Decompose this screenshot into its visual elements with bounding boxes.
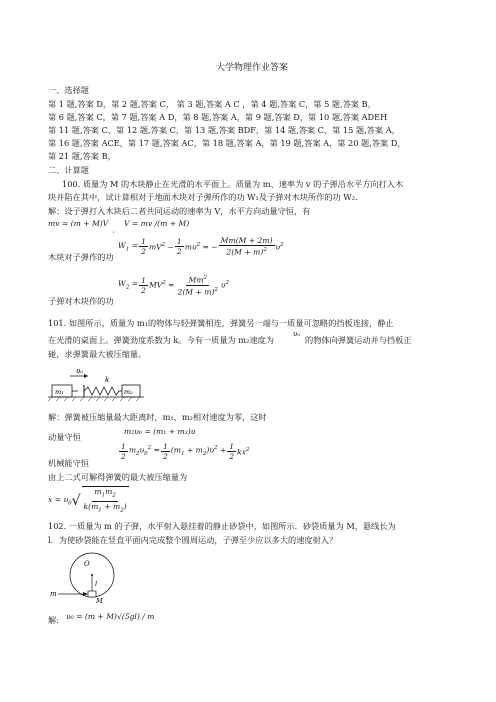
problem-101-text: 碰，求弹簧最大被压缩量。	[48, 349, 147, 359]
v0-symbol-inline: υ₀	[293, 330, 301, 338]
velocity-arrowhead	[84, 374, 88, 378]
label-w2: 子弹对木块作的功	[48, 296, 114, 306]
comma-separator: ,	[113, 227, 115, 234]
bullet-arrowhead	[83, 592, 88, 596]
problem-101-text: 的物体向弹簧运动并与挡板正	[305, 335, 412, 345]
surface-hatching	[48, 397, 140, 401]
fig-M-label: M	[96, 597, 103, 604]
equation-min-velocity: υ₀ = (m + M)√(5gl) / m	[66, 612, 155, 621]
equation-momentum-101: m₂υ₀ = (m₁ + m₂)υ	[124, 427, 196, 436]
spring-block-diagram	[42, 366, 152, 412]
choice-answer-line: 第 11 题,答案 C，第 12 题,答案 C，第 13 题,答案 BDF，第 14 题,答案 C，第 15 题,答案 A，	[48, 125, 400, 135]
fig-m-label: m	[50, 590, 57, 598]
equation-momentum-100: mv = (m + M)V	[48, 219, 109, 228]
fig-k-label: k	[105, 376, 110, 384]
problem-100-solution: 解：设子弹打入木块后二者共同运动的速率为 V，水平方向动量守恒，有	[48, 206, 311, 216]
equation-w2: $W_2$ = $\frac{1}{2}$ $MV^2$ = $\frac{Mm^2}{2(M + m)^2}$ $\upsilon^2$	[118, 275, 230, 297]
choice-answer-line: 第 6 题,答案 C，第 7 题,答案 A D，第 8 题,答案 A，第 9 题,答案 D，第 10 题,答案 ADEH	[48, 112, 388, 122]
choice-answer-line: 第 1 题,答案 D，第 2 题,答案 C， 第 3 题,答案 A C ，第 4 题,答案 C，第 5 题,答案 B，	[48, 99, 376, 109]
problem-101-solution: 解：弹簧被压缩量最大距离时，m₁、m₂相对速度为零，这时	[48, 412, 267, 422]
sandbag-pendulum-diagram	[48, 550, 128, 604]
spring	[84, 387, 122, 395]
problem-101-text: 101. 如图所示，质量为 m₁的物体与轻弹簧相连，弹簧另一端与一质量可忽略的挡板连接，静止	[48, 318, 394, 328]
equation-max-compression: $x = \upsilon_0$ √ $\frac{m_1m_2}{k(m_1 + m_2)}$	[48, 487, 127, 514]
problem-102-text: 102. 一质量为 m 的子弹，水平射入悬挂着的静止砂袋中，如图所示．砂袋质量为 M，悬线长为	[48, 521, 396, 531]
problem-100-text: 块并陷在其中，试计算相对于地面木块对子弹所作的功 W₁及子弹对木块所作的功 W₂.	[48, 192, 358, 202]
fig-m2-label: m₂	[124, 388, 133, 396]
equation-energy-101: $\frac{1}{2}$ $m_2\upsilon_0^2$ = $\frac{1}{2}$ $(m_1 + m_2)\upsilon^2$ + $\frac{1}{2}$ $kx^2$	[121, 442, 250, 461]
label-w1: 木块对子弹作的功	[48, 252, 114, 262]
equation-w1: $W_1$ = $\frac{1}{2}$ $mV^2$ − $\frac{1}{2}$ $m\upsilon^2$ = − $\frac{Mm(M + 2m)}{2(M + m)^2}$ $\upsilon^2$	[118, 236, 284, 257]
page-title: 大学物理作业答案	[216, 63, 289, 73]
fig-l-label: l	[95, 580, 98, 588]
fig-v0-label: υ₀	[76, 367, 84, 375]
choice-answer-line: 第 16 题,答案 ACE，第 17 题,答案 AC，第 18 题,答案 A，第 19 题,答案 A，第 20 题,答案 D，	[48, 138, 406, 148]
problem-101-text: 在光滑的桌面上。弹簧劲度系数为 k。今有一质量为 m₂速度为	[48, 335, 274, 345]
section-heading-calc: 二、计算题	[48, 165, 89, 175]
fig-m1-label: m₁	[55, 388, 64, 396]
section-heading-choice: 一、选择题	[48, 85, 89, 95]
label-energy: 机械能守恒	[48, 458, 89, 468]
choice-answer-line: 第 21 题,答案 B，	[48, 151, 116, 161]
problem-101-conclusion: 由上二式可解得弹簧的最大被压缩量为	[48, 472, 188, 482]
fig-O-label: O	[84, 560, 90, 568]
label-momentum: 动量守恒	[48, 432, 81, 442]
problem-102-solution-label: 解:	[48, 615, 59, 625]
sandbag-block	[88, 591, 96, 597]
problem-100-text: 100. 质量为 M 的木块静止在光滑的水平面上。质量为 m、速率为 v 的子弹沿水平方向打入木	[62, 179, 404, 189]
equation-velocity-100: V = mv /(m + M)	[124, 219, 190, 228]
problem-102-text: l．为使砂袋能在竖直平面内完成整个圆周运动，子弹至少应以多大的速度射入？	[48, 535, 338, 545]
